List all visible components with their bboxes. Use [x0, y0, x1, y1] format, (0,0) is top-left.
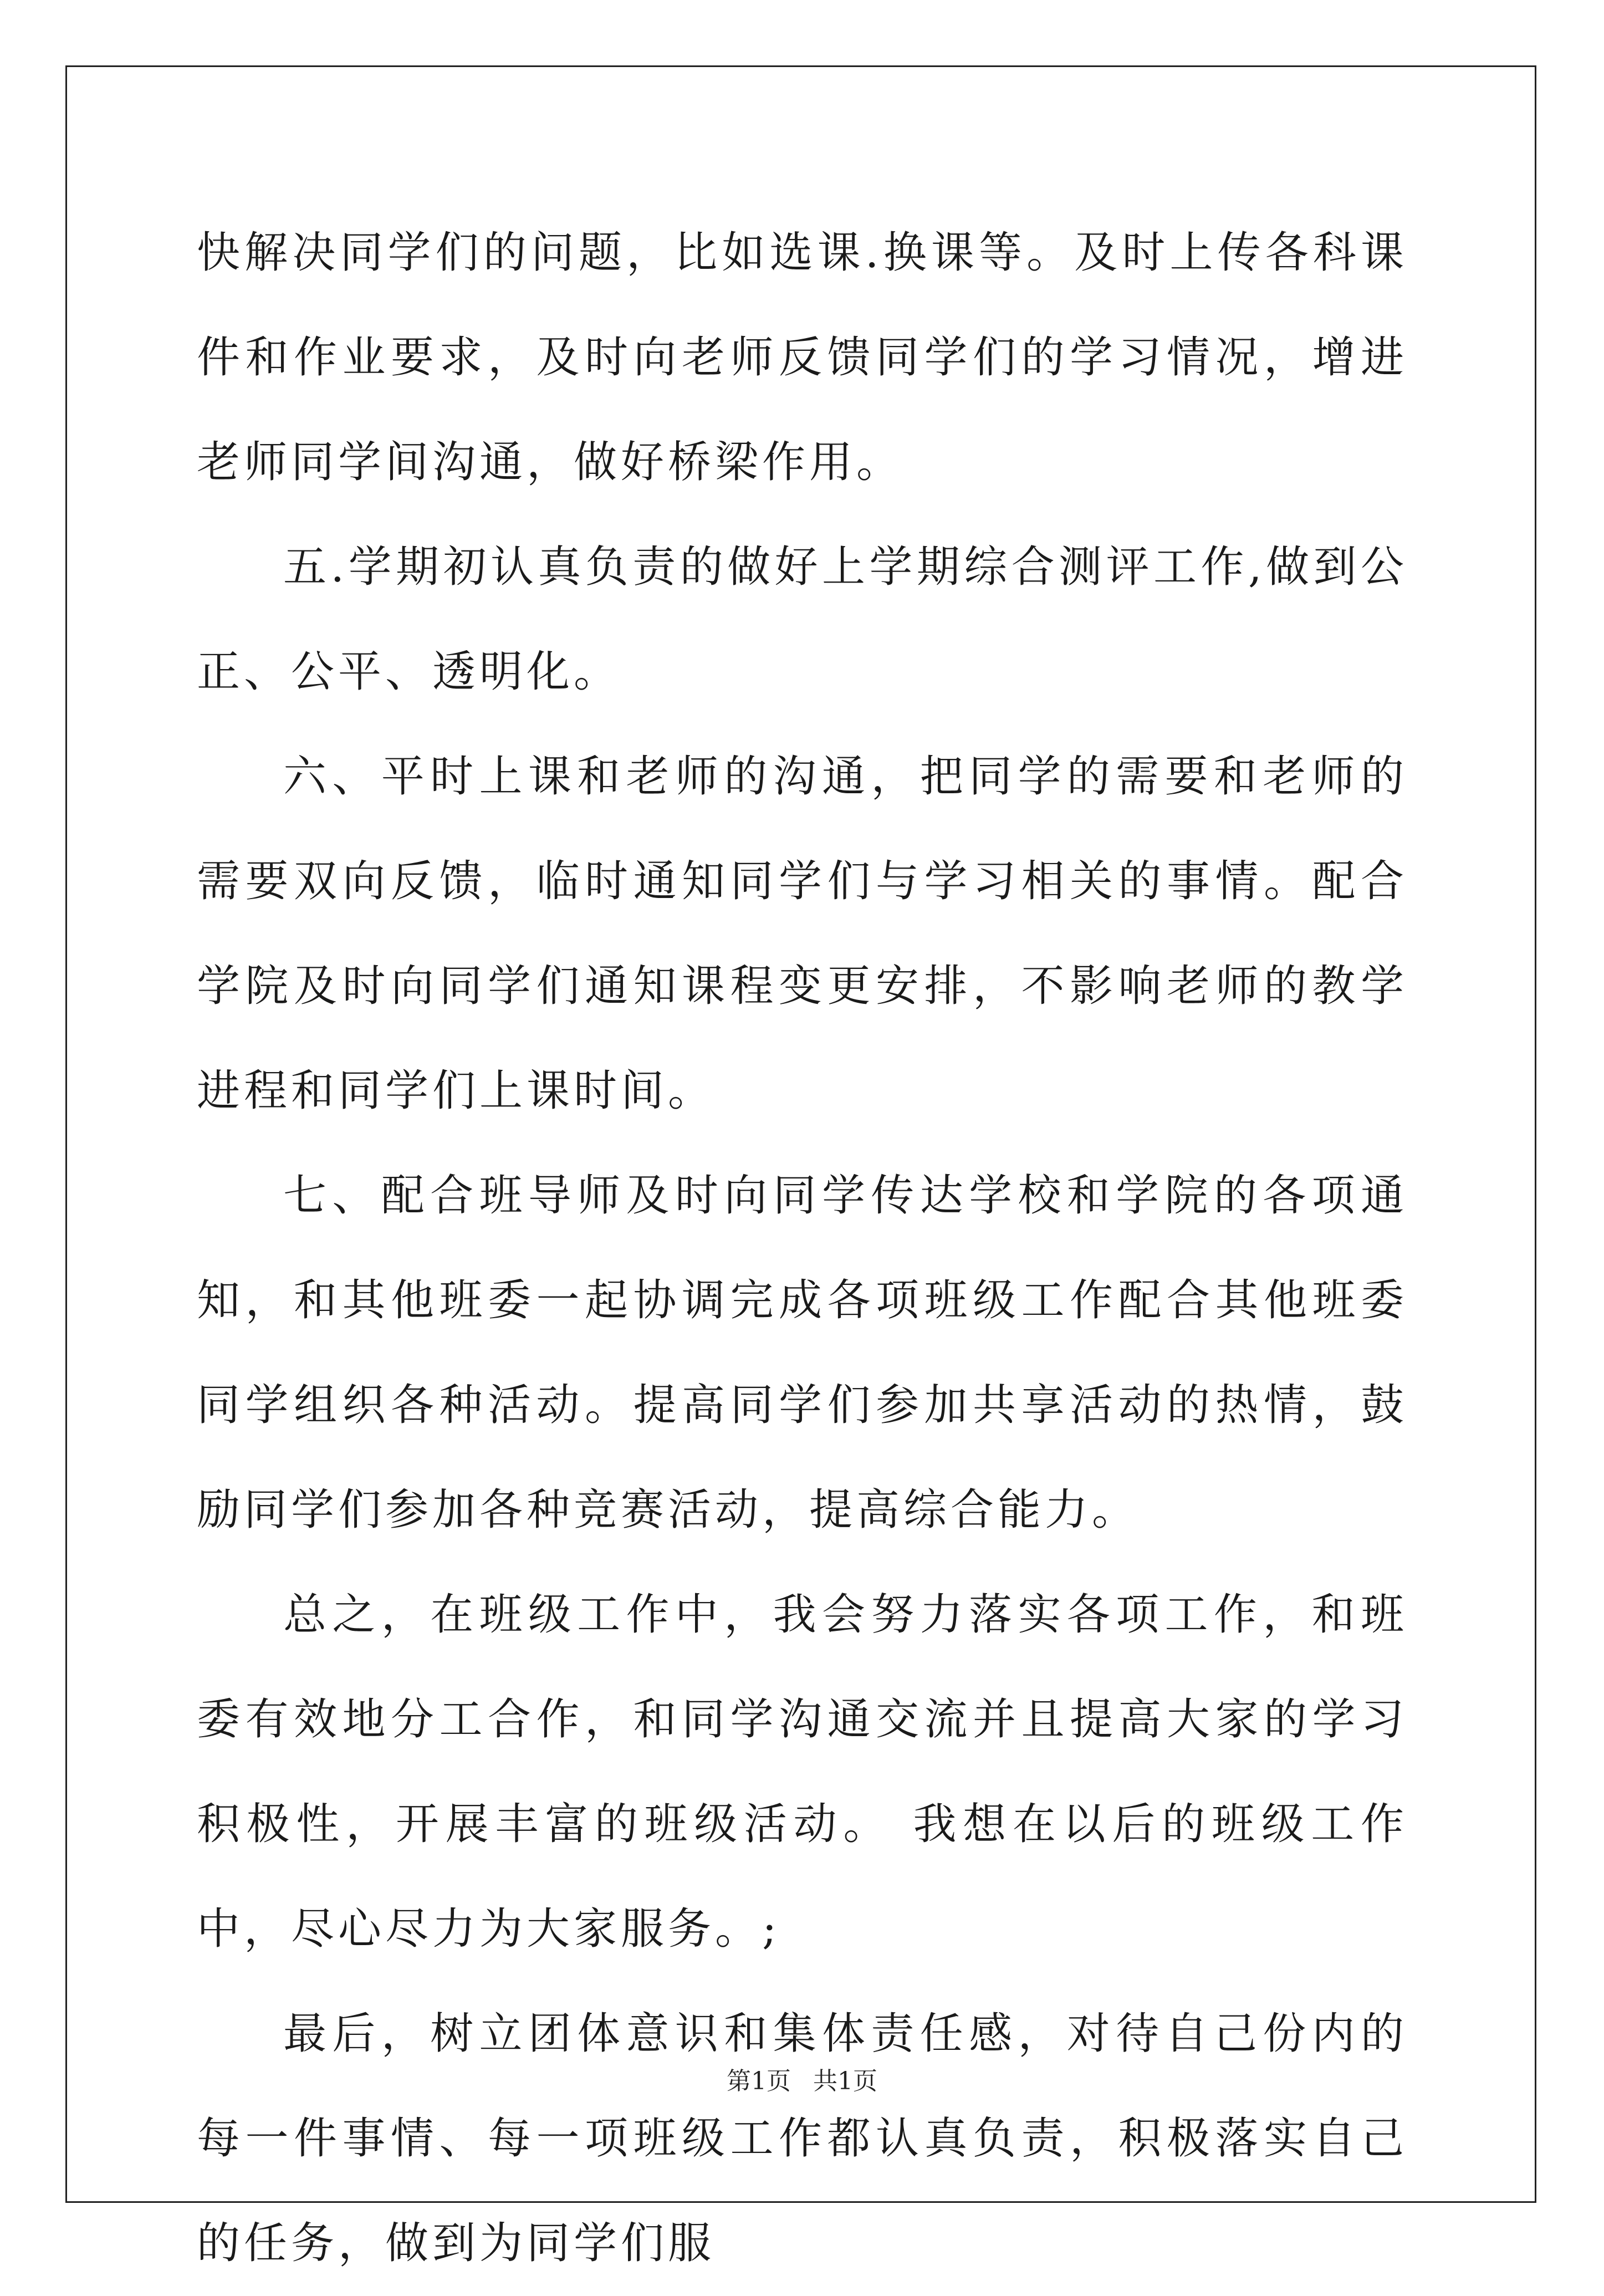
page-number-current: 第1页 — [727, 2067, 791, 2095]
paragraph: 五.学期初认真负责的做好上学期综合测评工作,做到公正、公平、透明化。 — [197, 542, 1408, 697]
paragraph: 快解决同学们的问题，比如选课.换课等。及时上传各科课件和作业要求，及时向老师反馈同学们的学习情况，增进老师同学间沟通，做好桥梁作用。 — [197, 228, 1408, 487]
paragraph: 六、平时上课和老师的沟通，把同学的需要和老师的需要双向反馈，临时通知同学们与学习相关的事情。配合学院及时向同学们通知课程变更安排，不影响老师的教学进程和同学们上课时间。 — [197, 752, 1408, 1116]
paragraph: 七、配合班导师及时向同学传达学校和学院的各项通知，和其他班委一起协调完成各项班级工作配合其他班委同学组织各种活动。提高同学们参加共享活动的热情，鼓励同学们参加各种竞赛活动，提高综合能力。 — [197, 1171, 1408, 1535]
document-body — [197, 201, 1408, 2296]
paragraph: 最后，树立团体意识和集体责任感，对待自己份内的每一件事情、每一项班级工作都认真负责，积极落实自己的任务，做到为同学们服 — [197, 2009, 1408, 2268]
paragraph: 总之，在班级工作中，我会努力落实各项工作，和班委有效地分工合作，和同学沟通交流并且提高大家的学习积极性，开展丰富的班级活动。 我想在以后的班级工作中，尽心尽力为大家服务。; — [197, 1590, 1408, 1954]
page-footer — [0, 2065, 1604, 2098]
page-number-total: 共1页 — [813, 2067, 877, 2095]
